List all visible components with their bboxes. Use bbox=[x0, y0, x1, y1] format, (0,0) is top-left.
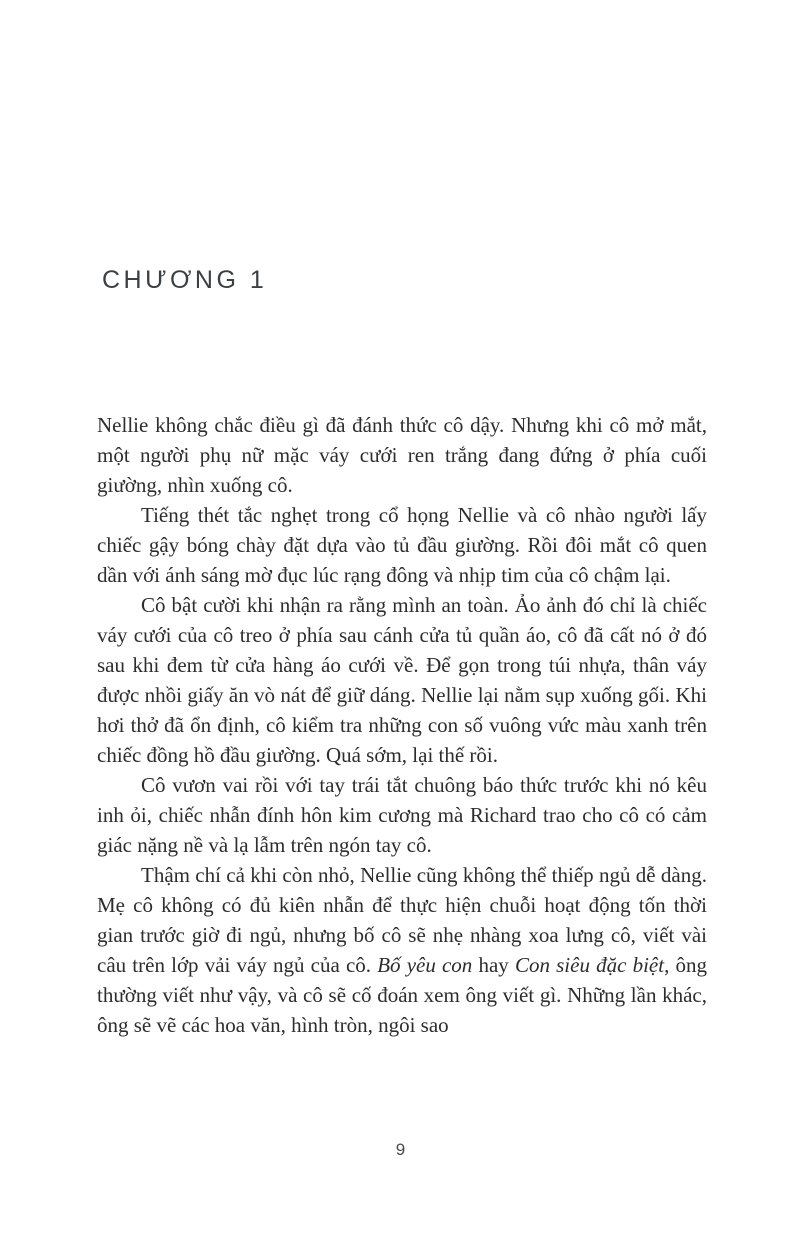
text-run: Thậm chí cả khi còn nhỏ, Nellie cũng không thể thiếp ngủ dễ dàng. Mẹ cô không có đủ kiên nhẫn để thực hiện chuỗi hoạt động tốn thời gian trước giờ đi ngủ, nhưng bố cô sẽ nhẹ nhàng xoa lưng cô, viết vài câu trên lớp vải váy ngủ của cô. bbox=[97, 863, 707, 977]
text-run: Cô vươn vai rồi với tay trái tắt chuông báo thức trước khi nó kêu inh ỏi, chiếc nhẫn đính hôn kim cương mà Richard trao cho cô có cảm giác nặng nề và lạ lẫm trên ngón tay cô. bbox=[97, 773, 707, 857]
text-run: Tiếng thét tắc nghẹt trong cổ họng Nellie và cô nhào người lấy chiếc gậy bóng chày đặt dựa vào tủ đầu giường. Rồi đôi mắt cô quen dần với ánh sáng mờ đục lúc rạng đông và nhịp tim của cô chậm lại. bbox=[97, 503, 707, 587]
paragraph bbox=[97, 860, 707, 1040]
text-run: Cô bật cười khi nhận ra rằng mình an toàn. Ảo ảnh đó chỉ là chiếc váy cưới của cô treo ở phía sau cánh cửa tủ quần áo, cô đã cất nó ở đó sau khi đem từ cửa hàng áo cưới về. Để gọn trong túi nhựa, thân váy được nhồi giấy ăn vò nát để giữ dáng. Nellie lại nằm sụp xuống gối. Khi hơi thở đã ổn định, cô kiểm tra những con số vuông vức màu xanh trên chiếc đồng hồ đầu giường. Quá sớm, lại thế rồi. bbox=[97, 593, 707, 767]
text-run: Nellie không chắc điều gì đã đánh thức cô dậy. Nhưng khi cô mở mắt, một người phụ nữ mặc váy cưới ren trắng đang đứng ở phía cuối giường, nhìn xuống cô. bbox=[97, 413, 707, 497]
page-number: 9 bbox=[395, 1140, 406, 1159]
italic-text-run: Con siêu đặc biệt bbox=[514, 953, 665, 977]
paragraph bbox=[97, 770, 707, 860]
paragraph bbox=[97, 590, 707, 770]
text-run: , ông thường viết như vậy, và cô sẽ cố đoán xem ông viết gì. Những lần khác, ông sẽ vẽ các hoa văn, hình tròn, ngôi sao bbox=[97, 953, 707, 1037]
chapter-heading: CHƯƠNG 1 bbox=[102, 266, 268, 294]
text-run: hay bbox=[472, 953, 515, 977]
paragraph bbox=[97, 410, 707, 500]
italic-text-run: Bố yêu con bbox=[377, 953, 473, 977]
paragraph bbox=[97, 500, 707, 590]
chapter-body bbox=[97, 410, 707, 1040]
